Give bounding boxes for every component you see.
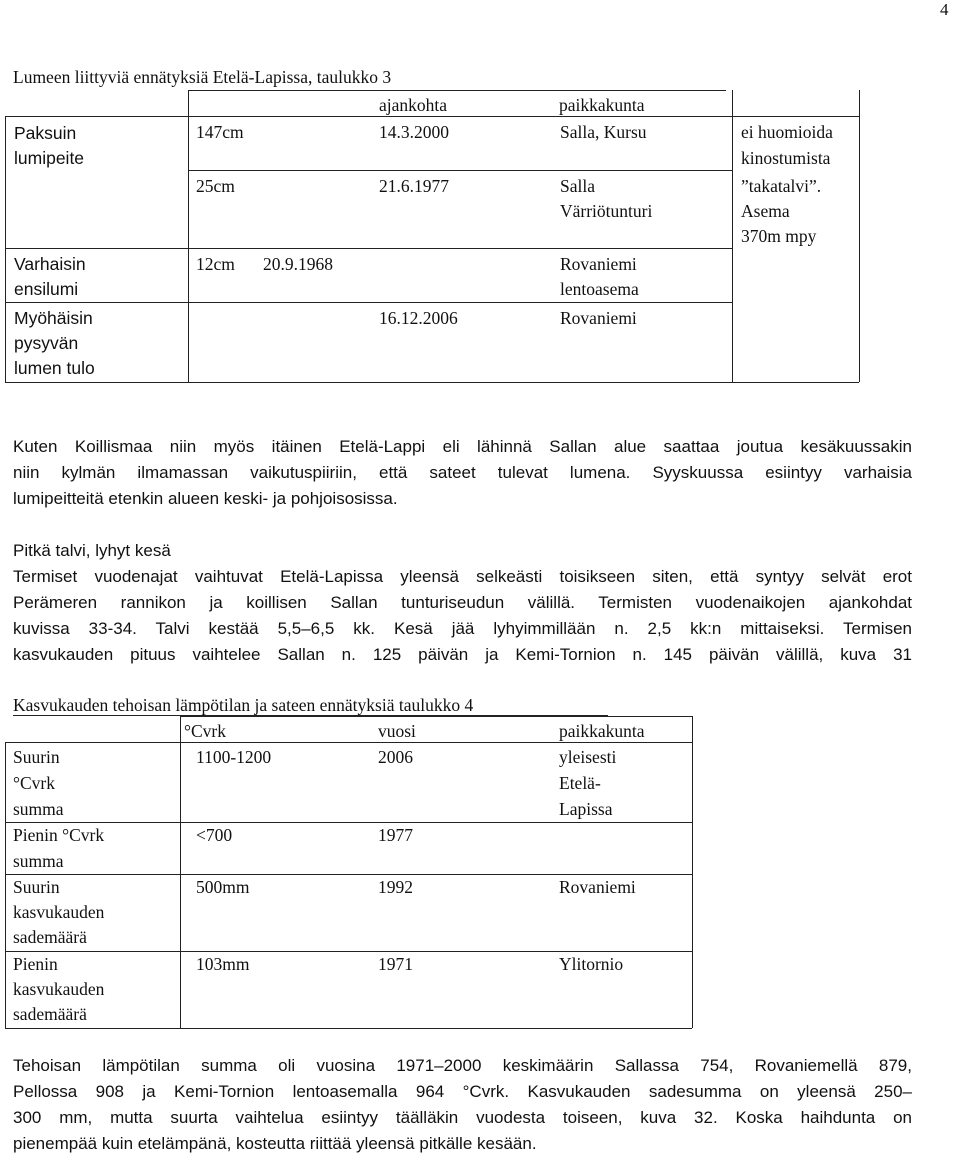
table3-note: Asema bbox=[741, 201, 790, 221]
table3-place: Rovaniemi bbox=[560, 308, 637, 328]
table3-note: ei huomioida bbox=[741, 122, 833, 142]
table3-category: Myöhäisin bbox=[14, 308, 93, 328]
table3-caption: Lumeen liittyviä ennätyksiä Etelä-Lapissa, taulukko 3 bbox=[13, 67, 392, 87]
table4-year: 1977 bbox=[378, 825, 413, 845]
table3-value: 25cm bbox=[196, 176, 235, 196]
table3-rule bbox=[5, 116, 6, 382]
table3-place: Salla bbox=[560, 176, 595, 196]
table4-category: °Cvrk bbox=[13, 773, 55, 793]
table3-rule bbox=[5, 382, 859, 383]
table3-category: ensilumi bbox=[14, 279, 79, 299]
table4-header-year: vuosi bbox=[378, 721, 416, 741]
table4-place: Rovaniemi bbox=[559, 877, 636, 897]
table3-time: 14.3.2000 bbox=[379, 122, 449, 142]
table3-category: lumen tulo bbox=[14, 358, 95, 378]
table3-header-time: ajankohta bbox=[379, 95, 448, 115]
paragraph-line: Tehoisan lämpötilan summa oli vuosina 1971–2000 keskimäärin Sallassa 754, Rovaniemellä 879, bbox=[13, 1056, 912, 1075]
table4-header-value: °Cvrk bbox=[184, 721, 226, 741]
table4-place: Etelä- bbox=[559, 773, 601, 793]
paragraph-line: niin kylmän ilmamassan vaikutuspiiriin, että sateet tulevat lumena. Syyskuussa esiintyy varhaisia bbox=[13, 463, 912, 482]
table4-category: sademäärä bbox=[13, 1004, 87, 1024]
table4-year: 1992 bbox=[378, 877, 413, 897]
paragraph-line: kuvissa 33-34. Talvi kestää 5,5–6,5 kk. Kesä jää lyhyimmillään n. 2,5 kk:n mittaiseksi. Termisen bbox=[13, 619, 912, 638]
table3-rule bbox=[5, 302, 732, 303]
table4-rule bbox=[5, 1028, 692, 1029]
table4-category: Suurin bbox=[13, 877, 60, 897]
table4-rule bbox=[5, 822, 692, 823]
paragraph-line: Kuten Koillismaa niin myös itäinen Etelä-Lappi eli lähinnä Sallan alue saattaa joutua kesäkuussakin bbox=[13, 437, 912, 456]
table3-category: Paksuin bbox=[14, 123, 77, 143]
table4-caption: Kasvukauden tehoisan lämpötilan ja sateen ennätyksiä taulukko 4 bbox=[13, 695, 474, 715]
table4-header-place: paikkakunta bbox=[559, 721, 645, 741]
table4-category: summa bbox=[13, 799, 64, 819]
table4-category: Pienin bbox=[13, 954, 58, 974]
paragraph-line: lumipeitteitä etenkin alueen keski- ja pohjoisosissa. bbox=[13, 489, 398, 508]
table4-place: Ylitornio bbox=[559, 954, 624, 974]
table4-year: 2006 bbox=[378, 747, 413, 767]
table4-value: 1100-1200 bbox=[196, 747, 272, 767]
table3-value: 147cm bbox=[196, 122, 244, 142]
table3-place: Värriötunturi bbox=[560, 201, 653, 221]
table3-place: Rovaniemi bbox=[560, 254, 637, 274]
table3-header-place: paikkakunta bbox=[559, 95, 645, 115]
table3-rule bbox=[732, 90, 733, 382]
table4-place: Lapissa bbox=[559, 799, 613, 819]
table3-note: kinostumista bbox=[741, 148, 831, 168]
table3-place: Salla, Kursu bbox=[560, 122, 647, 142]
table4-place: yleisesti bbox=[559, 747, 617, 767]
table3-rule bbox=[188, 90, 189, 382]
table4-category: kasvukauden bbox=[13, 979, 105, 999]
table3-category: Varhaisin bbox=[14, 254, 86, 274]
table3-time: 21.6.1977 bbox=[379, 176, 449, 196]
table4-category: summa bbox=[13, 851, 64, 871]
table3-rule bbox=[188, 90, 726, 91]
section-heading: Pitkä talvi, lyhyt kesä bbox=[13, 541, 171, 560]
paragraph-line: Perämeren rannikon ja koillisen Sallan tunturiseudun välillä. Termisten vuodenaikojen ajankohdat bbox=[13, 593, 912, 612]
table3-note: ”takatalvi”. bbox=[741, 176, 822, 196]
table4-category: kasvukauden bbox=[13, 902, 105, 922]
table3-category: lumipeite bbox=[14, 148, 85, 168]
table4-rule bbox=[180, 716, 181, 1028]
paragraph-line: pienempää kuin etelämpänä, kosteutta riittää yleensä pitkälle kesään. bbox=[13, 1134, 537, 1153]
table4-year: 1971 bbox=[378, 954, 413, 974]
table4-value: 103mm bbox=[196, 954, 250, 974]
table4-rule bbox=[692, 716, 693, 1028]
table3-time: 16.12.2006 bbox=[379, 308, 458, 328]
table3-value: 12cm bbox=[196, 254, 235, 274]
table4-value: 500mm bbox=[196, 877, 250, 897]
table4-rule bbox=[180, 716, 692, 717]
page-number: 4 bbox=[940, 0, 949, 19]
table4-category: Suurin bbox=[13, 747, 60, 767]
paragraph-line: 300 mm, mutta suurta vaihtelua esiintyy täälläkin vuodesta toiseen, kuva 32. Koska haihdunta on bbox=[13, 1108, 912, 1127]
table3-note: 370m mpy bbox=[741, 226, 817, 246]
table4-category: sademäärä bbox=[13, 927, 87, 947]
table3-rule bbox=[188, 170, 732, 171]
table3-time: 20.9.1968 bbox=[263, 254, 333, 274]
paragraph-line: kasvukauden pituus vaihtelee Sallan n. 125 päivän ja Kemi-Tornion n. 145 päivän välillä, kuva 31 bbox=[13, 645, 912, 664]
table3-rule bbox=[5, 248, 732, 249]
table4-rule bbox=[5, 742, 6, 1028]
table3-rule bbox=[859, 90, 860, 382]
table3-place: lentoasema bbox=[560, 279, 639, 299]
table3-category: pysyvän bbox=[14, 333, 79, 353]
paragraph-line: Pellossa 908 ja Kemi-Tornion lentoasemalla 964 °Cvrk. Kasvukauden sadesumma on yleensä 250– bbox=[13, 1082, 912, 1101]
table4-category: Pienin °Cvrk bbox=[13, 825, 105, 845]
table4-value: <700 bbox=[196, 825, 233, 845]
paragraph-line: Termiset vuodenajat vaihtuvat Etelä-Lapissa yleensä selkeästi toisikseen siten, että syntyy selvät erot bbox=[13, 567, 912, 586]
